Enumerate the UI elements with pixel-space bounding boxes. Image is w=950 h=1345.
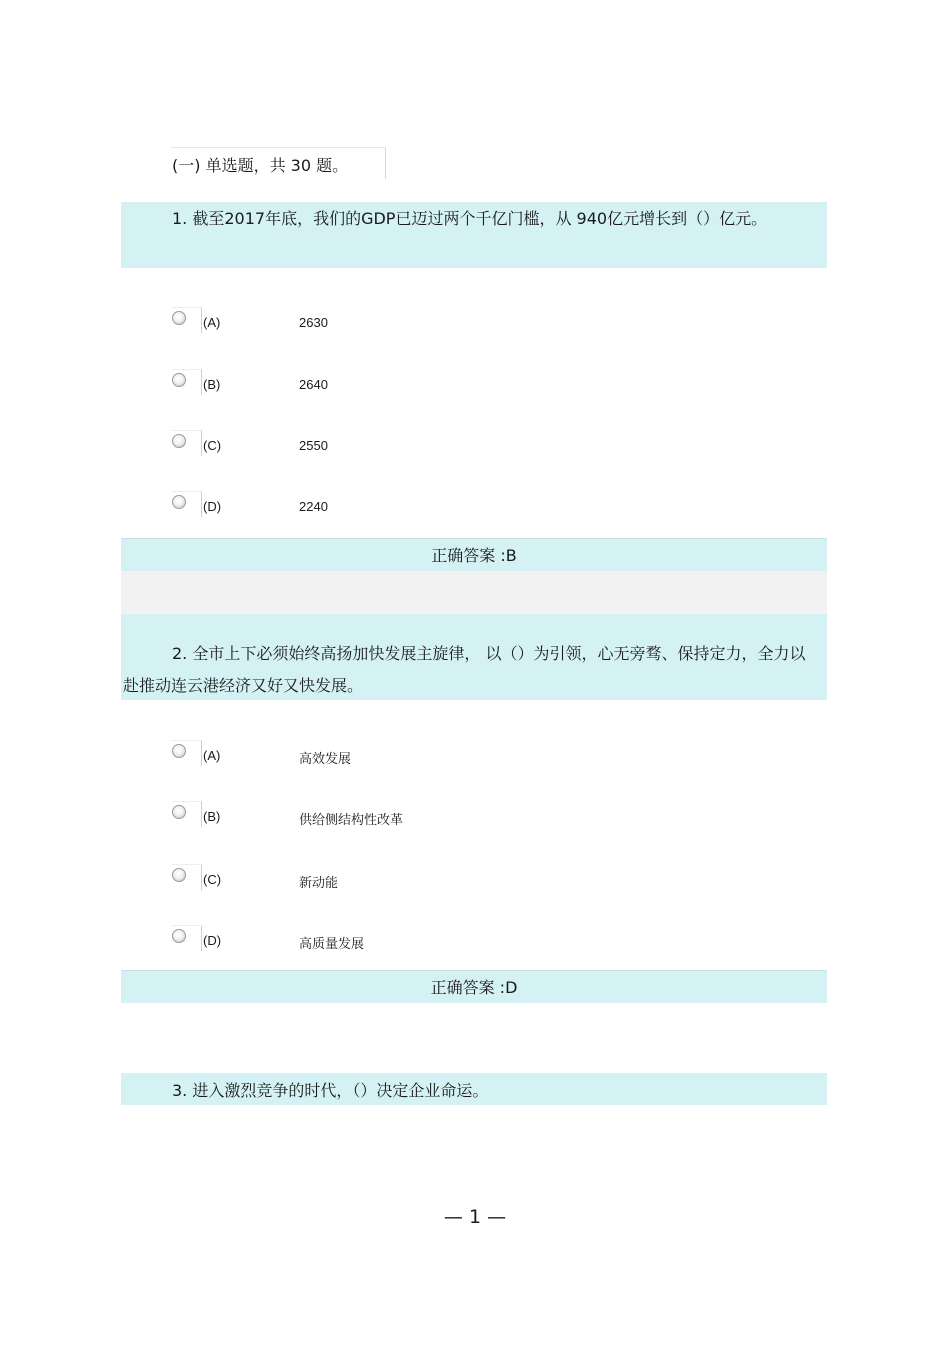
radio-icon[interactable] (172, 495, 186, 509)
option-1d[interactable] (172, 493, 572, 519)
option-text: 高效发展 (299, 751, 352, 766)
option-letter: (C) (203, 438, 222, 453)
page-number: — 1 — (443, 1206, 507, 1228)
option-text: 高质量发展 (299, 936, 365, 951)
radio-icon[interactable] (172, 744, 186, 758)
section-header: (一) 单选题，共 30 题。 (171, 147, 386, 179)
option-text: 供给侧结构性改革 (299, 812, 404, 827)
option-1b[interactable] (172, 371, 572, 397)
radio-icon[interactable] (172, 868, 186, 882)
option-letter: (A) (203, 315, 221, 330)
radio-icon[interactable] (172, 929, 186, 943)
radio-icon[interactable] (172, 311, 186, 325)
option-letter: (B) (203, 809, 221, 824)
option-text: 2240 (299, 499, 328, 514)
option-1c[interactable] (172, 432, 572, 458)
option-text: 2630 (299, 315, 328, 330)
option-text: 2640 (299, 377, 328, 392)
option-2c[interactable] (172, 866, 572, 892)
option-letter: (C) (203, 872, 222, 887)
option-2a[interactable] (172, 742, 572, 768)
separator-band (121, 571, 827, 614)
question-number: 2. (172, 644, 188, 663)
question-number: 3. (172, 1081, 188, 1100)
option-text: 新动能 (299, 875, 339, 890)
radio-icon[interactable] (172, 373, 186, 387)
option-letter: (D) (203, 933, 222, 948)
correct-answer-2: 正确答案 :D (121, 970, 827, 1003)
option-2d[interactable] (172, 927, 572, 953)
question-text: 全市上下必须始终高扬加快发展主旋律， 以（）为引领，心无旁骛、保持定力，全力以赴推动连云港经济又好又快发展。 (123, 644, 806, 695)
question-3 (121, 1073, 827, 1105)
question-text: 截至2017年底，我们的GDP已迈过两个千亿门槛，从 940亿元增长到（）亿元。 (192, 209, 768, 228)
question-1 (121, 202, 827, 268)
radio-icon[interactable] (172, 805, 186, 819)
option-letter: (D) (203, 499, 222, 514)
correct-answer-1: 正确答案 :B (121, 538, 827, 571)
option-letter: (A) (203, 748, 221, 763)
option-2b[interactable] (172, 803, 572, 829)
option-letter: (B) (203, 377, 221, 392)
question-number: 1. (172, 209, 188, 228)
option-1a[interactable] (172, 309, 572, 335)
radio-icon[interactable] (172, 434, 186, 448)
question-2 (121, 614, 827, 700)
question-text: 进入激烈竞争的时代，（）决定企业命运。 (192, 1081, 489, 1100)
option-text: 2550 (299, 438, 328, 453)
